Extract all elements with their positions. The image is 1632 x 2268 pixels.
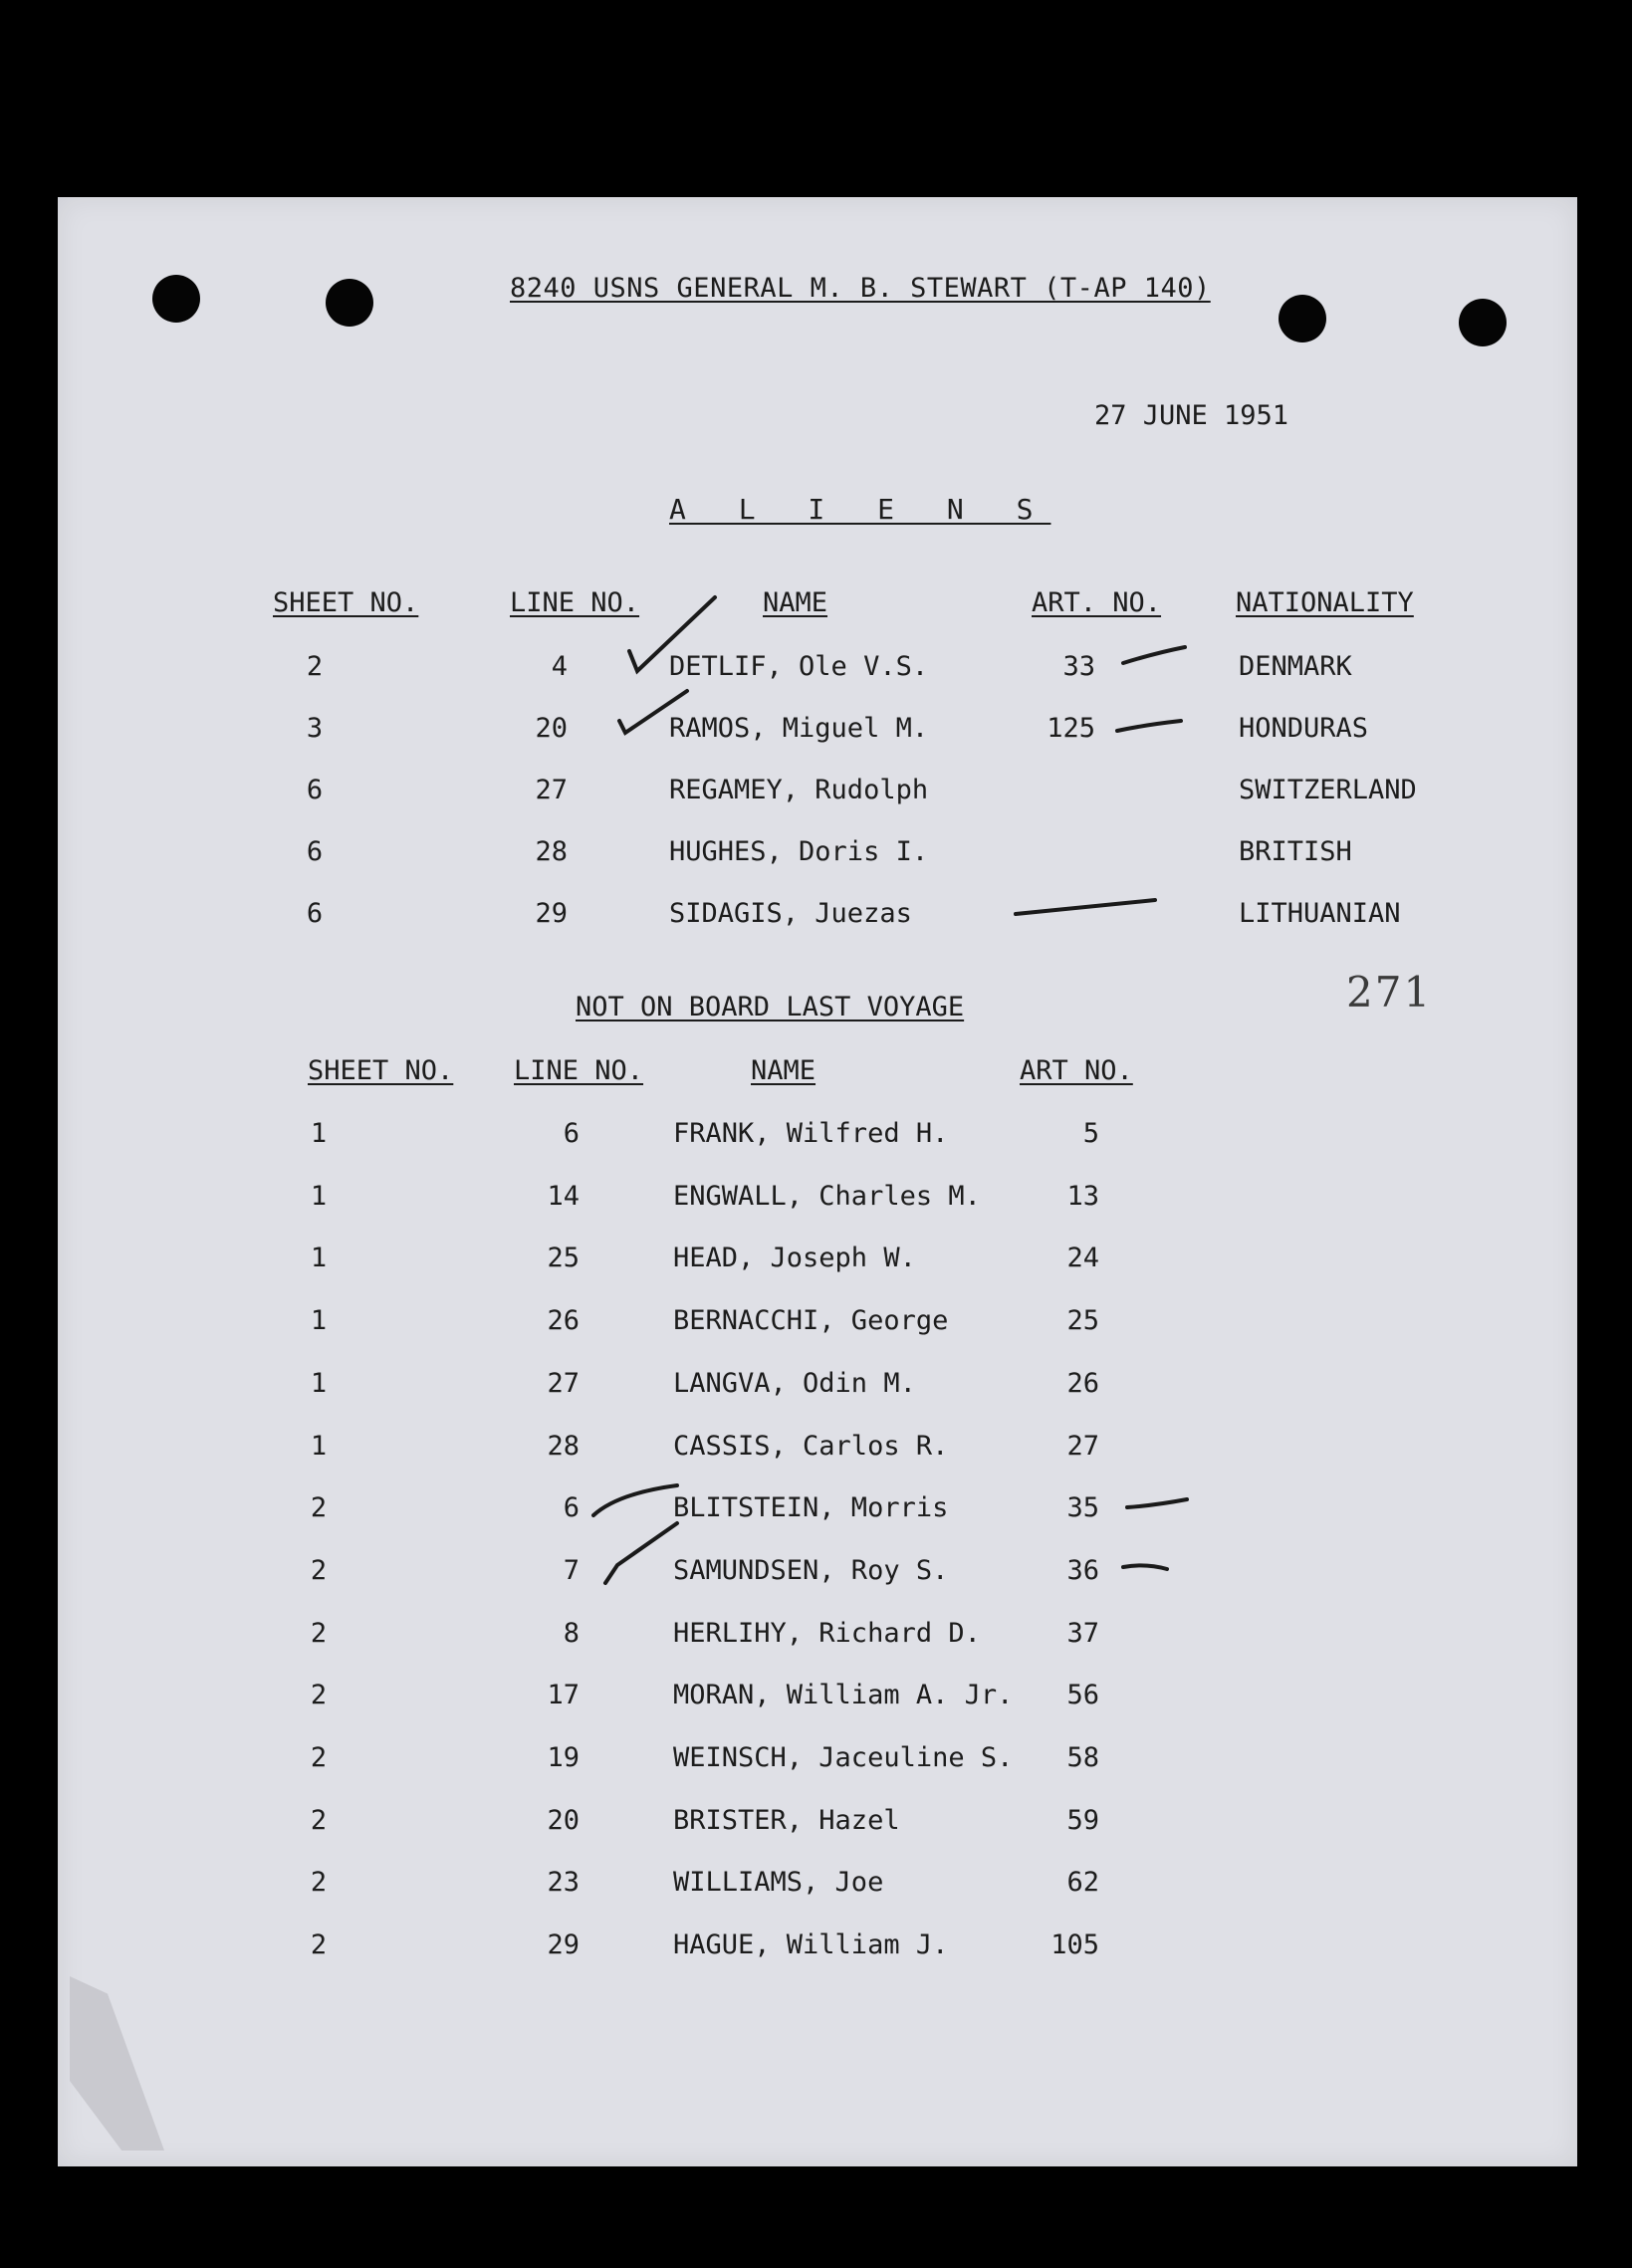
nob-cell-art: 105 [1050,1929,1099,1960]
nob-cell-name: HERLIHY, Richard D. [673,1618,981,1649]
nob-cell-art: 35 [1066,1492,1099,1523]
nob-cell-line: 29 [547,1929,580,1960]
nob-cell-art: 58 [1066,1742,1099,1773]
nob-cell-line: 19 [547,1742,580,1773]
nob-cell-line: 26 [547,1305,580,1336]
aliens-cell-name: RAMOS, Miguel M. [669,713,929,744]
aliens-cell-sheet: 6 [306,836,324,867]
nob-cell-sheet: 1 [310,1118,328,1149]
nob-cell-line: 27 [547,1368,580,1399]
aliens-cell-name: HUGHES, Doris I. [669,836,929,867]
nob-cell-name: BLITSTEIN, Morris [673,1492,949,1523]
aliens-cell-sheet: 6 [306,775,324,805]
nob-cell-name: BRISTER, Hazel [673,1805,900,1836]
nob-cell-sheet: 1 [310,1181,328,1212]
aliens-cell-name: SIDAGIS, Juezas [669,898,912,929]
aliens-cell-nationality: DENMARK [1239,651,1352,682]
nob-col-line: LINE NO. [514,1055,644,1086]
aliens-cell-nationality: BRITISH [1239,836,1352,867]
nob-cell-name: CASSIS, Carlos R. [673,1431,949,1462]
nob-cell-art: 36 [1066,1555,1099,1586]
nob-cell-line: 6 [563,1118,580,1149]
nob-cell-name: MORAN, William A. Jr. [673,1680,1014,1710]
aliens-cell-art: 33 [1062,651,1095,682]
aliens-cell-line: 4 [551,651,568,682]
nob-cell-sheet: 2 [310,1929,328,1960]
nob-cell-sheet: 2 [310,1680,328,1710]
document-date: 27 JUNE 1951 [1094,400,1289,431]
nob-cell-art: 56 [1066,1680,1099,1710]
aliens-cell-nationality: SWITZERLAND [1239,775,1417,805]
punch-hole [152,275,200,323]
nob-cell-line: 20 [547,1805,580,1836]
stamp-number: 271 [1346,968,1433,1017]
nob-cell-name: WILLIAMS, Joe [673,1867,884,1898]
aliens-cell-line: 28 [535,836,568,867]
nob-cell-art: 24 [1066,1243,1099,1273]
nob-cell-sheet: 1 [310,1431,328,1462]
aliens-cell-sheet: 3 [306,713,324,744]
nob-cell-name: ENGWALL, Charles M. [673,1181,981,1212]
nob-cell-line: 17 [547,1680,580,1710]
nob-cell-art: 13 [1066,1181,1099,1212]
punch-hole [1459,299,1507,346]
nob-cell-line: 6 [563,1492,580,1523]
aliens-cell-sheet: 6 [306,898,324,929]
aliens-cell-sheet: 2 [306,651,324,682]
nob-cell-name: WEINSCH, Jaceuline S. [673,1742,1014,1773]
nob-cell-art: 59 [1066,1805,1099,1836]
aliens-cell-art: 125 [1047,713,1095,744]
nob-col-name: NAME [751,1055,816,1086]
aliens-cell-line: 27 [535,775,568,805]
nob-cell-line: 25 [547,1243,580,1273]
aliens-col-art: ART. NO. [1032,587,1162,618]
nob-cell-sheet: 1 [310,1243,328,1273]
nob-cell-sheet: 2 [310,1805,328,1836]
nob-cell-sheet: 2 [310,1492,328,1523]
nob-cell-art: 25 [1066,1305,1099,1336]
nob-cell-name: LANGVA, Odin M. [673,1368,916,1399]
nob-cell-sheet: 1 [310,1305,328,1336]
nob-cell-sheet: 2 [310,1618,328,1649]
nob-cell-name: SAMUNDSEN, Roy S. [673,1555,949,1586]
aliens-col-line: LINE NO. [510,587,640,618]
aliens-col-nationality: NATIONALITY [1236,587,1414,618]
nob-cell-art: 62 [1066,1867,1099,1898]
nob-cell-line: 8 [563,1618,580,1649]
aliens-heading: A L I E N S [669,493,1051,526]
nob-cell-line: 28 [547,1431,580,1462]
nob-cell-sheet: 1 [310,1368,328,1399]
aliens-cell-name: REGAMEY, Rudolph [669,775,929,805]
aliens-cell-name: DETLIF, Ole V.S. [669,651,929,682]
nob-cell-art: 37 [1066,1618,1099,1649]
nob-col-art: ART NO. [1020,1055,1133,1086]
punch-hole [326,279,373,327]
aliens-cell-line: 20 [535,713,568,744]
nob-cell-name: FRANK, Wilfred H. [673,1118,949,1149]
not-on-board-heading: NOT ON BOARD LAST VOYAGE [576,992,965,1022]
nob-cell-name: BERNACCHI, George [673,1305,949,1336]
nob-col-sheet: SHEET NO. [308,1055,454,1086]
aliens-cell-line: 29 [535,898,568,929]
aliens-cell-nationality: HONDURAS [1239,713,1369,744]
aliens-cell-nationality: LITHUANIAN [1239,898,1401,929]
aliens-col-sheet: SHEET NO. [273,587,419,618]
nob-cell-line: 7 [563,1555,580,1586]
aliens-col-name: NAME [763,587,828,618]
nob-cell-line: 23 [547,1867,580,1898]
punch-hole [1279,295,1326,342]
nob-cell-name: HAGUE, William J. [673,1929,949,1960]
nob-cell-art: 26 [1066,1368,1099,1399]
nob-cell-sheet: 2 [310,1555,328,1586]
document-title: 8240 USNS GENERAL M. B. STEWART (T-AP 140) [510,273,1211,304]
nob-cell-sheet: 2 [310,1742,328,1773]
nob-cell-art: 5 [1082,1118,1099,1149]
nob-cell-art: 27 [1066,1431,1099,1462]
nob-cell-line: 14 [547,1181,580,1212]
nob-cell-name: HEAD, Joseph W. [673,1243,916,1273]
nob-cell-sheet: 2 [310,1867,328,1898]
